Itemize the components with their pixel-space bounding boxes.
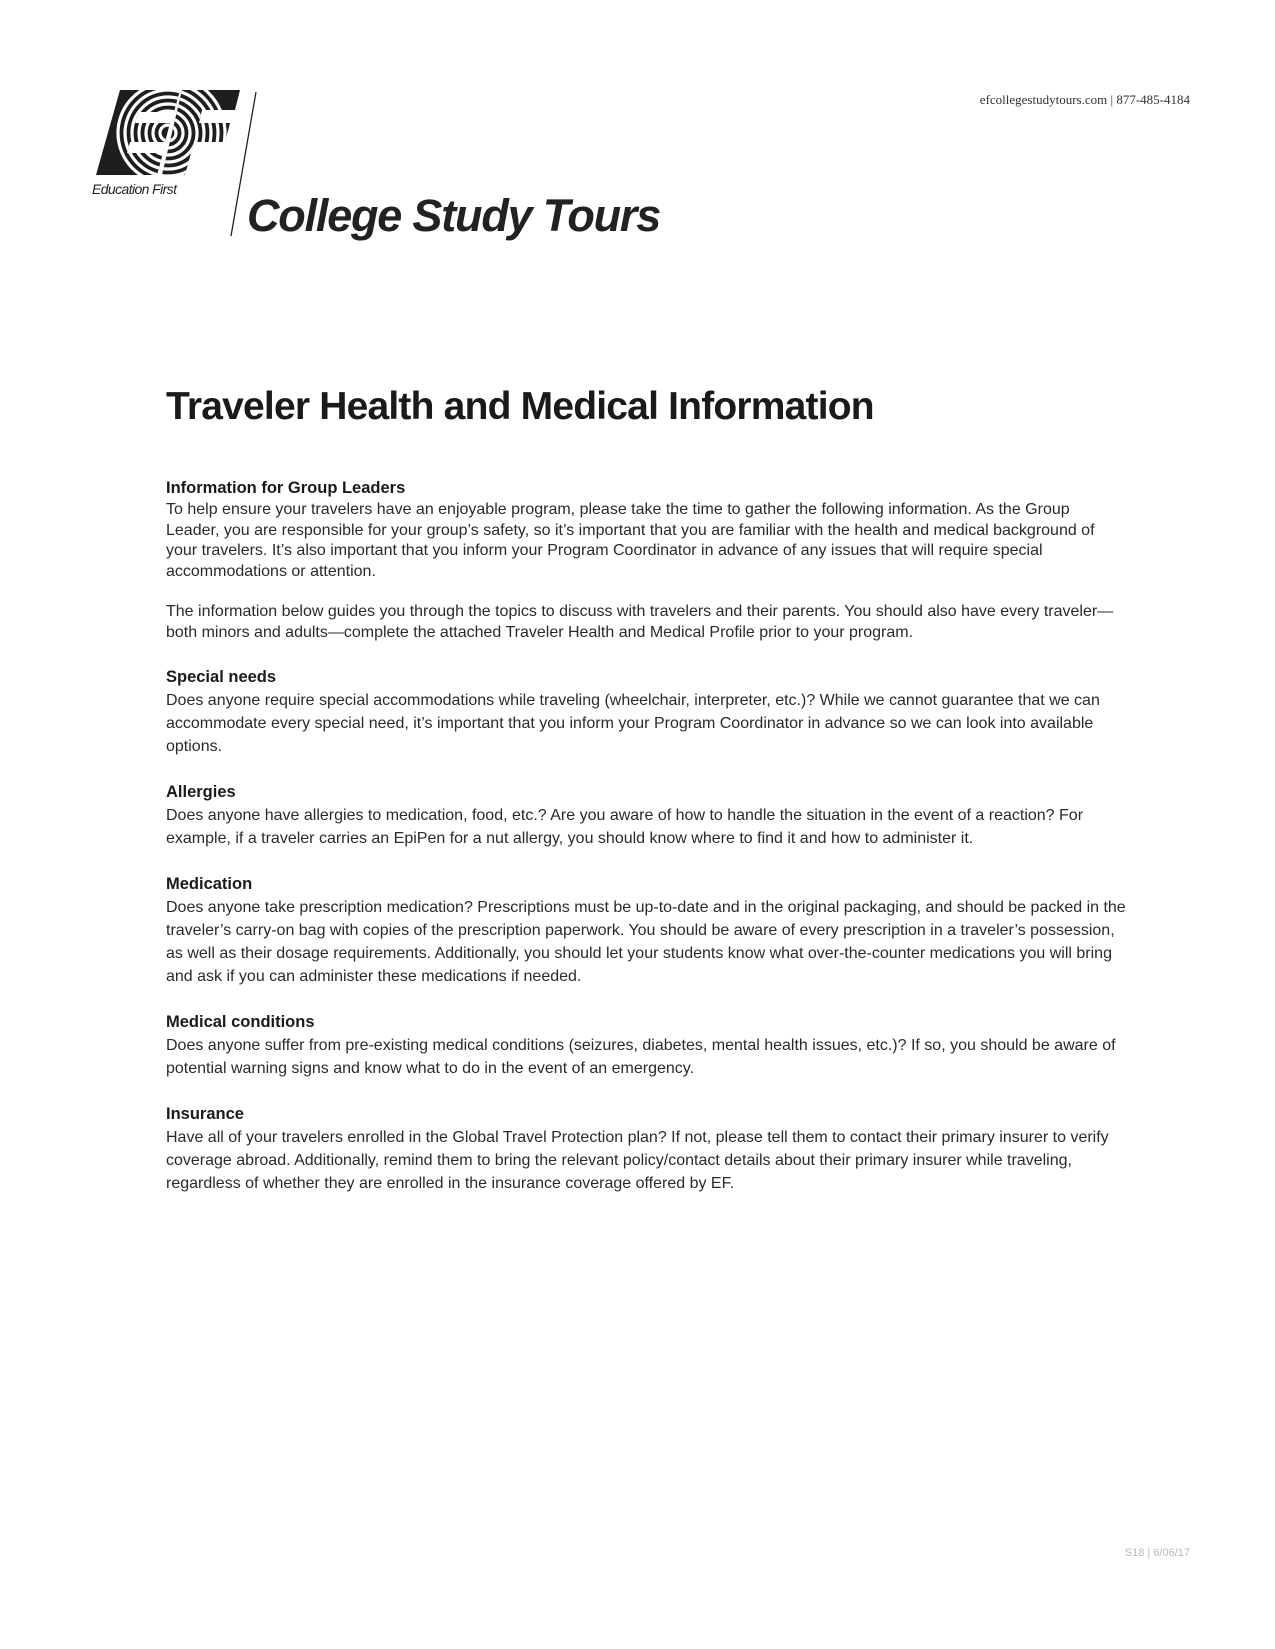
section-paragraph: Does anyone require special accommodations while traveling (wheelchair, interpreter, etc.)? While we cannot guarantee that we can accommodate every special need, it’s important that you inform your Program Coordinator in advance so we can look into available options. xyxy=(166,692,1100,755)
section-heading: Insurance xyxy=(166,1105,244,1123)
section-allergies xyxy=(166,782,1126,850)
section-group-leaders xyxy=(166,478,1126,643)
section-heading: Allergies xyxy=(166,783,236,801)
page-title: Traveler Health and Medical Information xyxy=(166,385,874,428)
section-insurance xyxy=(166,1104,1126,1195)
header-contact-info: efcollegestudytours.com | 877-485-4184 xyxy=(979,92,1190,107)
section-special-needs xyxy=(166,667,1126,758)
brand-title: College Study Tours xyxy=(247,190,661,241)
footer-document-code: S18 | 6/06/17 xyxy=(1124,1547,1190,1559)
section-paragraph: Does anyone have allergies to medication, food, etc.? Are you aware of how to handle the situation in the event of a reaction? For example, if a traveler carries an EpiPen for a nut allergy, you should know where to find it and how to administer it. xyxy=(166,807,1084,847)
ef-logo-mark-icon xyxy=(90,90,260,240)
section-heading: Medication xyxy=(166,875,253,893)
section-paragraph: To help ensure your travelers have an enjoyable program, please take the time to gather the following information. As the Group Leader, you are responsible for your group’s safety, so it’s important that you are familiar with the health and medical background of your travelers. It’s also important that you inform your Program Coordinator in advance of any issues that will require special accommodations or attention. xyxy=(166,501,1095,580)
logo-tagline: Education First xyxy=(92,181,177,197)
section-paragraph: Does anyone take prescription medication? Prescriptions must be up-to-date and in the original packaging, and should be packed in the traveler’s carry-on bag with copies of the prescription paperwork. You should be aware of every prescription in a traveler’s possession, as well as their dosage requirements. Additionally, you should let your students know what over-the-counter medications you will bring and ask if you can administer these medications if needed. xyxy=(166,899,1126,985)
section-medical-conditions xyxy=(166,1012,1126,1080)
section-heading: Information for Group Leaders xyxy=(166,479,406,497)
section-medication xyxy=(166,874,1126,988)
section-paragraph: The information below guides you through the topics to discuss with travelers and their parents. You should also have every traveler—both minors and adults—complete the attached Traveler Health and Medical Profile prior to your program. xyxy=(166,603,1114,641)
section-heading: Medical conditions xyxy=(166,1013,315,1031)
section-paragraph: Have all of your travelers enrolled in the Global Travel Protection plan? If not, please tell them to contact their primary insurer to verify coverage abroad. Additionally, remind them to bring the relevant policy/contact details about their primary insurer while traveling, regardless of whether they are enrolled in the insurance coverage offered by EF. xyxy=(166,1129,1109,1192)
ef-logo xyxy=(90,90,260,240)
section-paragraph: Does anyone suffer from pre-existing medical conditions (seizures, diabetes, mental health issues, etc.)? If so, you should be aware of potential warning signs and know what to do in the event of an emergency. xyxy=(166,1037,1116,1077)
section-heading: Special needs xyxy=(166,668,277,686)
document-body xyxy=(166,478,1126,1219)
